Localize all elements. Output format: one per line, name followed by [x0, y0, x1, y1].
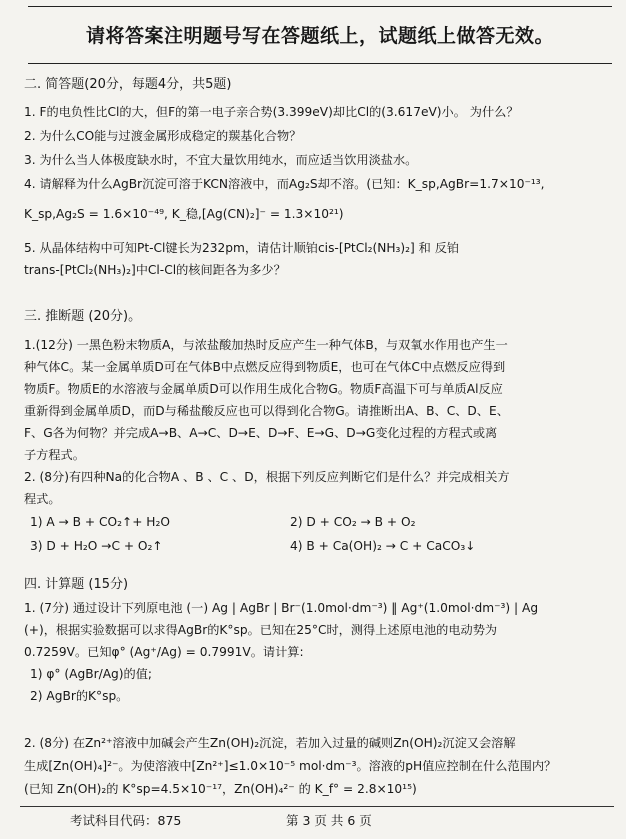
- reaction-4: 4) B + Ca(OH)₂ → C + CaCO₃↓: [290, 539, 476, 553]
- subquestion-4-1-2: 2) AgBr的K°sp。: [30, 689, 129, 703]
- question-2-4-line1: 4. 请解释为什么AgBr沉淀可溶于KCN溶液中，而Ag₂S却不溶。(已知：K_sp,AgBr=1.7×10⁻¹³,: [24, 177, 545, 191]
- problem-4-2-line3: (已知 Zn(OH)₂的 K°sp=4.5×10⁻¹⁷，Zn(OH)₄²⁻ 的 K_f° = 2.8×10¹⁵): [24, 782, 417, 796]
- problem-3-2-line2: 程式。: [24, 492, 61, 506]
- question-2-2: 2. 为什么CO能与过渡金属形成稳定的羰基化合物？: [24, 129, 302, 143]
- problem-4-1-line3: 0.7259V。已知φ° (Ag⁺/Ag) = 0.7991V。请计算:: [24, 645, 304, 659]
- section4-title: 四. 计算题 (15分): [24, 577, 129, 592]
- problem-3-1-line6: 子方程式。: [24, 448, 85, 462]
- reaction-2: 2) D + CO₂ → B + O₂: [290, 515, 416, 529]
- section2-title: 二. 简答题(20分，每题4分，共5题): [24, 77, 232, 92]
- answer-notice: 请将答案注明题号写在答题纸上，试题纸上做答无效。: [85, 25, 554, 47]
- question-2-5-line1: 5. 从晶体结构中可知Pt-Cl键长为232pm，请估计顺铂cis-[PtCl₂(NH₃)₂] 和 反铂: [24, 241, 460, 255]
- problem-3-1-line2: 种气体C。某一金属单质D可在气体B中点燃反应得到物质E，也可在气体C中点燃反应得到: [24, 360, 506, 374]
- exam-subject-code: 考试科目代码：875: [70, 813, 182, 828]
- footer-rule: [20, 806, 614, 807]
- problem-3-1-line4: 重新得到金属单质D，而D与稀盐酸反应也可以得到化合物G。请推断出A、B、C、D、E、: [24, 404, 509, 418]
- question-2-3: 3. 为什么当人体极度缺水时，不宜大量饮用纯水，而应适当饮用淡盐水。: [24, 153, 418, 167]
- reaction-3: 3) D + H₂O →C + O₂↑: [30, 539, 163, 553]
- problem-3-1-line3: 物质F。物质E的水溶液与金属单质D可以作用生成化合物G。物质F高温下可与单质Al反应: [24, 382, 503, 396]
- section3-title: 三. 推断题 (20分)。: [24, 309, 142, 324]
- problem-4-1-line1: 1. (7分) 通过设计下列原电池 (一) Ag | AgBr | Br⁻(1.0mol·dm⁻³) ‖ Ag⁺(1.0mol·dm⁻³) | Ag: [24, 601, 539, 615]
- subquestion-4-1-1: 1) φ° (AgBr/Ag)的值;: [30, 667, 153, 681]
- problem-4-2-line2: 生成[Zn(OH)₄]²⁻。为使溶液中[Zn²⁺]≤1.0×10⁻⁵ mol·dm⁻³。溶液的pH值应控制在什么范围内？: [24, 759, 557, 773]
- problem-3-1-line5: F、G各为何物？并完成A→B、A→C、D→E、D→F、E→G、D→G变化过程的方程式或离: [24, 426, 498, 440]
- question-2-5-line2: trans-[PtCl₂(NH₃)₂]中Cl-Cl的核间距各为多少？: [24, 263, 286, 277]
- problem-3-1-line1: 1.(12分) 一黑色粉末物质A，与浓盐酸加热时反应产生一种气体B，与双氧水作用也产生一: [24, 338, 508, 352]
- problem-4-2-line1: 2. (8分) 在Zn²⁺溶液中加碱会产生Zn(OH)₂沉淀，若加入过量的碱则Zn(OH)₂沉淀又会溶解: [24, 736, 516, 750]
- problem-3-2-line1: 2. (8分)有四种Na的化合物A 、B 、C 、D，根据下列反应判断它们是什么？并完成相关方: [24, 470, 510, 484]
- question-2-1: 1. F的电负性比Cl的大，但F的第一电子亲合势(3.399eV)却比Cl的(3.617eV)小。 为什么？: [24, 105, 519, 119]
- reaction-1: 1) A → B + CO₂↑+ H₂O: [30, 515, 170, 529]
- question-2-4-line2: K_sp,Ag₂S = 1.6×10⁻⁴⁹, K_稳,[Ag(CN)₂]⁻ = 1.3×10²¹): [24, 207, 344, 221]
- problem-4-1-line2: (+)，根据实验数据可以求得AgBr的K°sp。已知在25°C时，测得上述原电池的电动势为: [24, 623, 498, 637]
- header-box: [28, 6, 612, 64]
- page-number: 第 3 页 共 6 页: [286, 813, 372, 828]
